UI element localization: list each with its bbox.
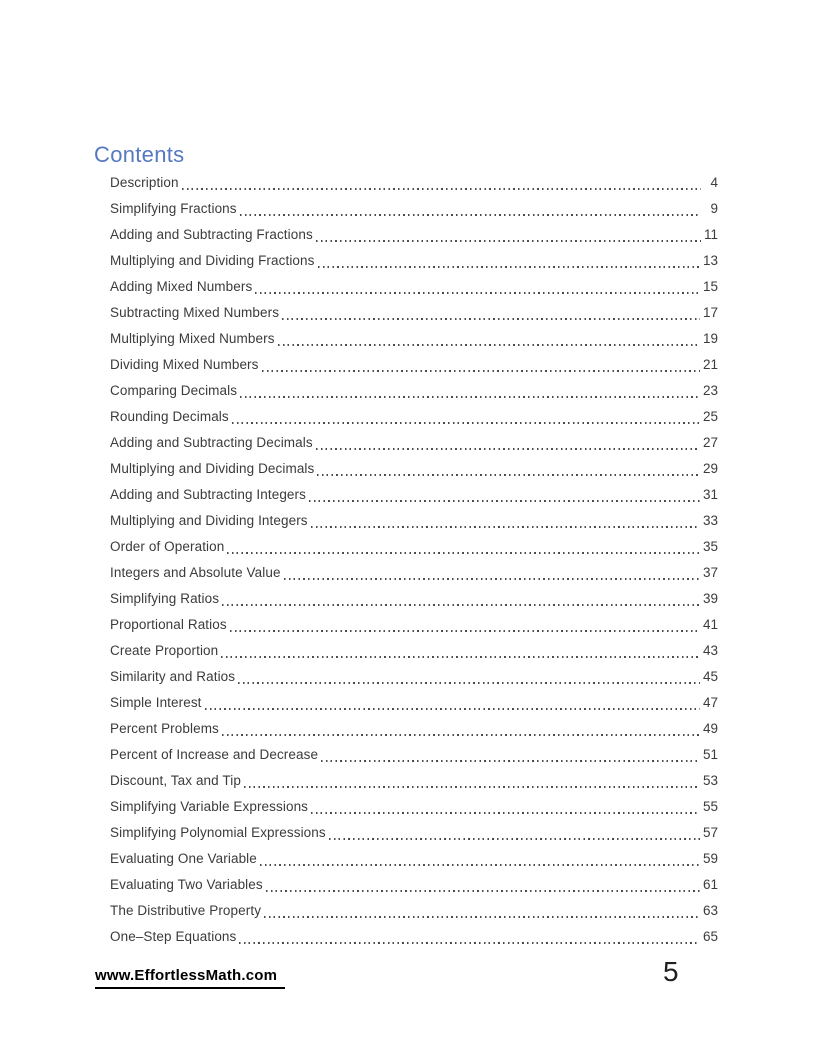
toc-entry[interactable] [110,456,718,482]
dot-leader [311,812,700,814]
toc-entry-label: Discount, Tax and Tip [110,773,241,788]
toc-entry-label: Evaluating One Variable [110,851,257,866]
dot-leader [266,890,700,892]
toc-entry-label: Percent Problems [110,721,219,736]
dot-leader [222,734,700,736]
dot-leader [239,942,700,944]
toc-entry[interactable] [110,300,718,326]
toc-entry-page: 49 [702,721,718,736]
dot-leader [227,552,700,554]
toc-entry-page: 21 [702,357,718,372]
dot-leader [309,500,700,502]
toc-entry-page: 55 [702,799,718,814]
toc-entry[interactable] [110,846,718,872]
dot-leader [221,656,700,658]
toc-entry-page: 19 [702,331,718,346]
toc-entry[interactable] [110,638,718,664]
footer-website-link[interactable]: www.EffortlessMath.com [95,967,285,989]
toc-entry-page: 43 [702,643,718,658]
toc-entry-page: 45 [702,669,718,684]
dot-leader [317,474,700,476]
toc-entry-page: 13 [702,253,718,268]
dot-leader [284,578,700,580]
toc-entry[interactable] [110,924,718,950]
toc-entry-page: 27 [702,435,718,450]
toc-entry-page: 51 [702,747,718,762]
dot-leader [264,916,700,918]
toc-entry[interactable] [110,170,718,196]
toc-entry-page: 41 [702,617,718,632]
toc-entry-page: 9 [710,201,718,216]
toc-entry-label: Adding Mixed Numbers [110,279,253,294]
dot-leader [329,838,700,840]
toc-entry[interactable] [110,794,718,820]
toc-entry-page: 23 [702,383,718,398]
toc-entry[interactable] [110,326,718,352]
toc-entry-label: One–Step Equations [110,929,237,944]
toc-entry-label: Adding and Subtracting Decimals [110,435,313,450]
toc-entry[interactable] [110,872,718,898]
toc-entry-label: Evaluating Two Variables [110,877,263,892]
toc-entry[interactable] [110,898,718,924]
dot-leader [311,526,700,528]
dot-leader [318,266,700,268]
toc-entry-page: 39 [702,591,718,606]
toc-entry-page: 4 [710,175,718,190]
toc-entry-label: Adding and Subtracting Integers [110,487,306,502]
toc-entry-label: Multiplying and Dividing Fractions [110,253,315,268]
toc-entry[interactable] [110,404,718,430]
dot-leader [321,760,700,762]
dot-leader [260,864,700,866]
toc-entry-label: Subtracting Mixed Numbers [110,305,280,320]
toc-entry-page: 57 [702,825,718,840]
toc-entry[interactable] [110,768,718,794]
toc-entry-page: 59 [702,851,718,866]
toc-entry-page: 65 [702,929,718,944]
toc-entry[interactable] [110,196,718,222]
dot-leader [255,292,700,294]
toc-entry[interactable] [110,586,718,612]
toc-entry-page: 63 [702,903,718,918]
toc-entry-page: 15 [702,279,718,294]
toc-entry-label: Simplifying Polynomial Expressions [110,825,326,840]
toc-entry[interactable] [110,352,718,378]
toc-entry-page: 11 [703,227,718,242]
toc-entry-label: Similarity and Ratios [110,669,236,684]
dot-leader [244,786,700,788]
dot-leader [232,422,700,424]
toc-entry[interactable] [110,222,718,248]
toc-entry-label: Simplifying Ratios [110,591,220,606]
toc-entry-page: 35 [702,539,718,554]
toc-entry-label: Order of Operation [110,539,225,554]
toc-entry[interactable] [110,430,718,456]
contents-heading: Contents [94,142,185,167]
toc-entry-label: Simple Interest [110,695,202,710]
toc-entry[interactable] [110,716,718,742]
toc-entry-page: 31 [702,487,718,502]
toc-entry[interactable] [110,274,718,300]
dot-leader [230,630,700,632]
toc-entry-label: Description [110,175,179,190]
dot-leader [262,370,700,372]
toc-entry-label: Multiplying and Dividing Decimals [110,461,315,476]
toc-entry[interactable] [110,534,718,560]
dot-leader [282,318,700,320]
toc-entry[interactable] [110,742,718,768]
toc-entry-page: 53 [702,773,718,788]
toc-entry-label: Simplifying Variable Expressions [110,799,309,814]
dot-leader [222,604,700,606]
toc-entry[interactable] [110,508,718,534]
toc-entry[interactable] [110,248,718,274]
toc-entry-label: Create Proportion [110,643,219,658]
toc-entry-page: 33 [702,513,718,528]
toc-entry-label: The Distributive Property [110,903,262,918]
toc-entry[interactable] [110,820,718,846]
dot-leader [316,240,701,242]
toc-entry[interactable] [110,378,718,404]
dot-leader [278,344,700,346]
dot-leader [240,214,701,216]
toc-entry-label: Simplifying Fractions [110,201,237,216]
toc-entry-label: Percent of Increase and Decrease [110,747,319,762]
dot-leader [316,448,700,450]
toc-entry-page: 17 [702,305,718,320]
toc-entry-label: Proportional Ratios [110,617,227,632]
toc-entry[interactable] [110,612,718,638]
dot-leader [205,708,700,710]
toc-entry-label: Adding and Subtracting Fractions [110,227,313,242]
toc-entry-label: Comparing Decimals [110,383,238,398]
toc-entry-page: 47 [702,695,718,710]
toc-entry-page: 25 [702,409,718,424]
toc-entry-label: Multiplying and Dividing Integers [110,513,308,528]
toc-entry-label: Rounding Decimals [110,409,229,424]
dot-leader [182,188,701,190]
toc-entry-label: Integers and Absolute Value [110,565,281,580]
toc-entry[interactable] [110,664,718,690]
toc-entry-page: 61 [702,877,718,892]
toc-entry[interactable] [110,690,718,716]
toc-entry-label: Multiplying Mixed Numbers [110,331,275,346]
toc-entry-page: 37 [702,565,718,580]
toc-entry-label: Dividing Mixed Numbers [110,357,259,372]
toc-entry[interactable] [110,482,718,508]
dot-leader [240,396,700,398]
toc-list [110,170,718,950]
toc-entry[interactable] [110,560,718,586]
dot-leader [238,682,700,684]
footer-page-number: 5 [663,956,679,987]
toc-entry-page: 29 [702,461,718,476]
